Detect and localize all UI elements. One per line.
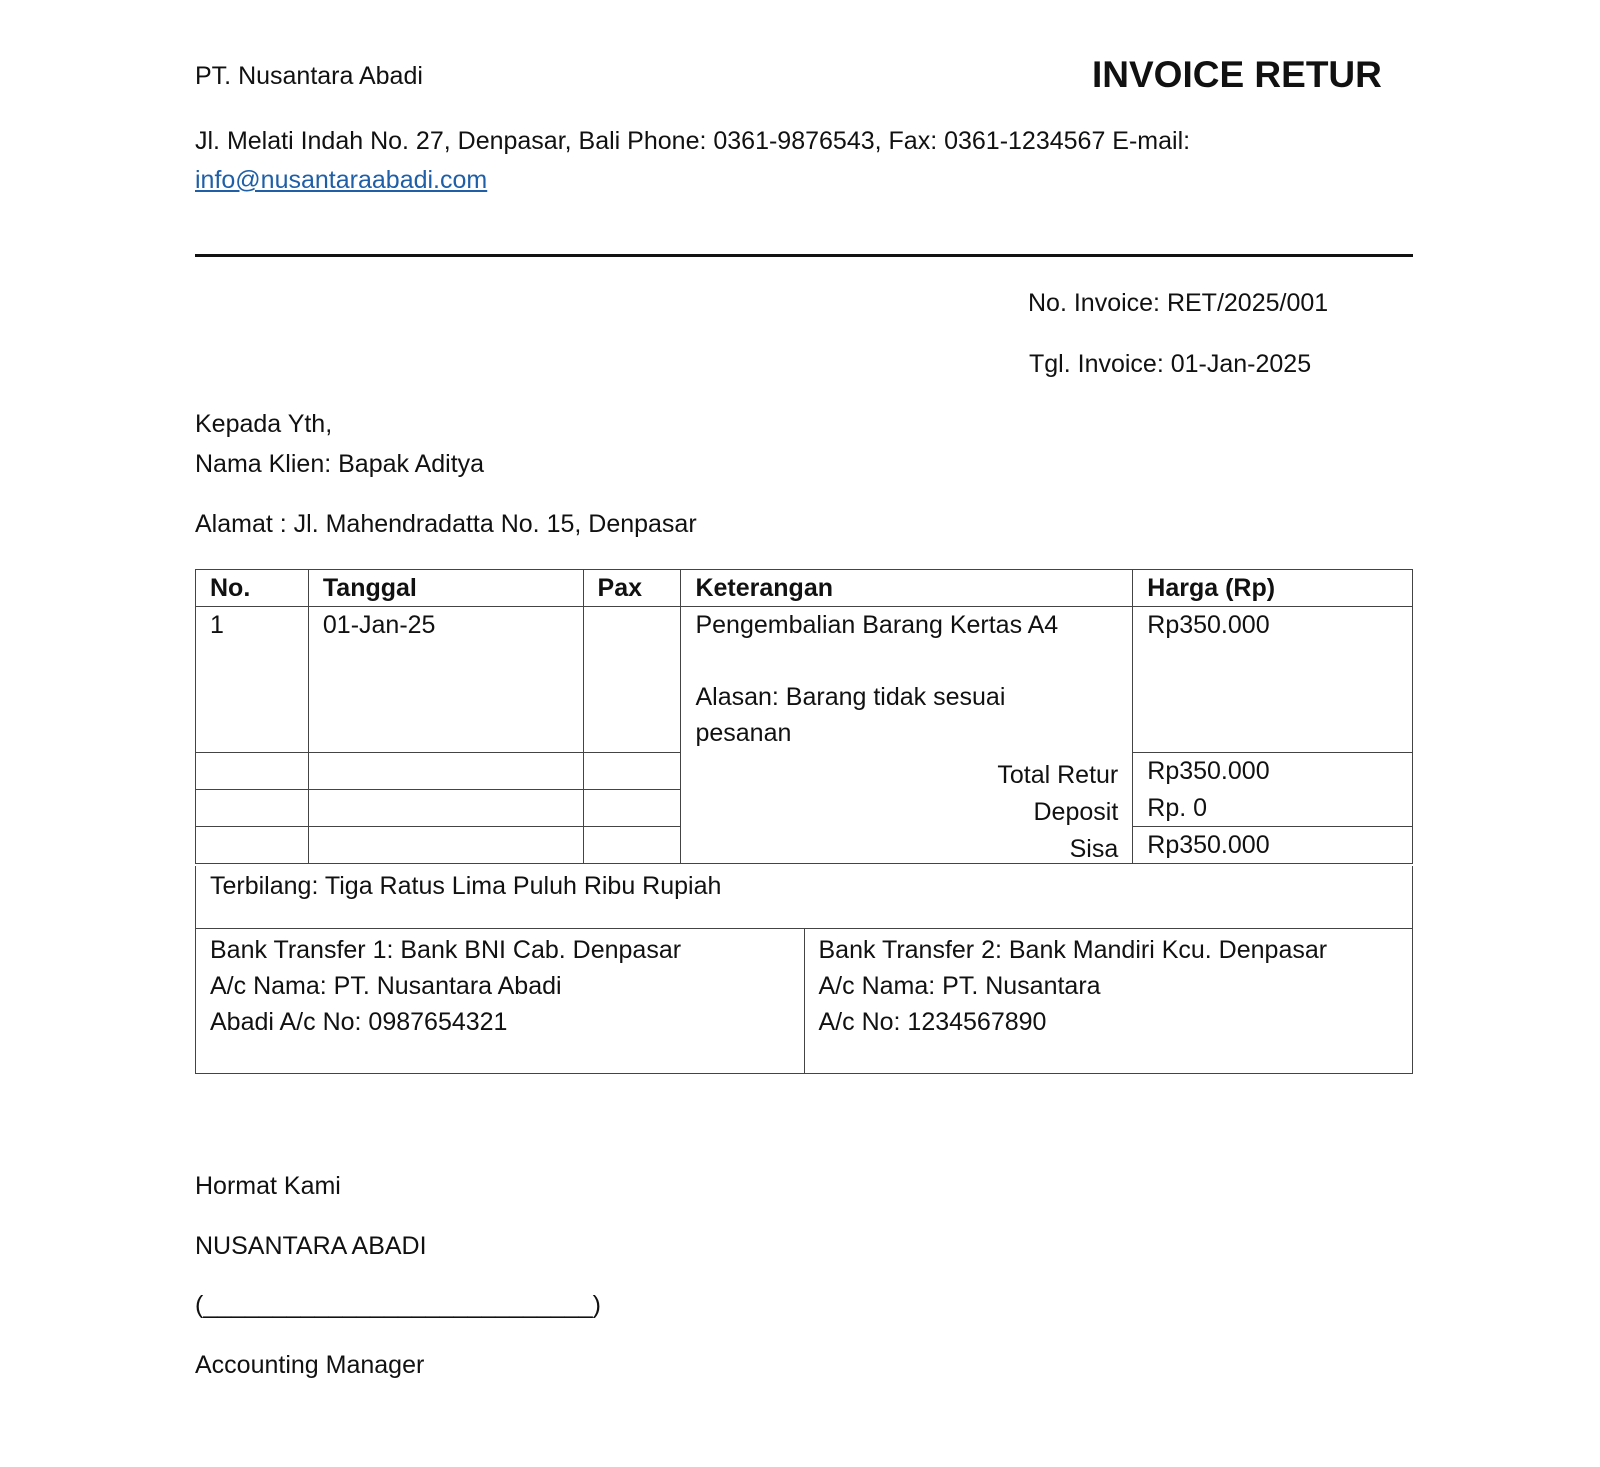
cell-harga: Rp350.000: [1133, 607, 1413, 753]
bank-2-account-number: A/c No: 1234567890: [818, 1008, 1047, 1036]
client-name: Nama Klien: Bapak Aditya: [195, 450, 485, 478]
client-address: Alamat : Jl. Mahendradatta No. 15, Denpasar: [195, 510, 697, 538]
deposit-value: Rp. 0: [1133, 790, 1413, 827]
header-keterangan: Keterangan: [681, 570, 1133, 607]
email-link[interactable]: info@nusantaraabadi.com: [195, 166, 488, 194]
cell-no: 1: [196, 607, 309, 753]
bank-1-name: Bank Transfer 1: Bank BNI Cab. Denpasar: [210, 936, 682, 964]
company-name: PT. Nusantara Abadi: [195, 62, 423, 90]
cell-tanggal: 01-Jan-25: [308, 607, 583, 753]
bank-1-account-name: A/c Nama: PT. Nusantara Abadi: [210, 972, 562, 1000]
company-address: Jl. Melati Indah No. 27, Denpasar, Bali Phone: 0361-9876543, Fax: 0361-1234567 E-mail:: [195, 127, 1191, 155]
terbilang: Terbilang: Tiga Ratus Lima Puluh Ribu Rupiah: [195, 866, 1413, 929]
return-reason: Alasan: Barang tidak sesuai pesanan: [695, 683, 1006, 747]
header-tanggal: Tanggal: [308, 570, 583, 607]
signature-company: NUSANTARA ABADI: [195, 1232, 427, 1260]
sisa-value: Rp350.000: [1133, 827, 1413, 864]
invoice-date: Tgl. Invoice: 01-Jan-2025: [1029, 350, 1312, 378]
signature-line: (____________________________): [195, 1291, 601, 1319]
cell-pax: [583, 607, 681, 753]
bank-transfer-2: [804, 928, 1413, 1073]
document-title: INVOICE RETUR: [1092, 54, 1382, 95]
bank-2-account-name: A/c Nama: PT. Nusantara: [818, 972, 1101, 1000]
header-pax: Pax: [583, 570, 681, 607]
summary-label-sisa: Sisa: [1069, 835, 1119, 863]
signature-role: Accounting Manager: [195, 1351, 425, 1379]
greeting: Kepada Yth,: [195, 410, 333, 438]
header-harga: Harga (Rp): [1133, 570, 1413, 607]
header-divider: [195, 254, 1413, 257]
invoice-table: [195, 569, 1413, 864]
table-row: [196, 607, 1413, 753]
summary-label-total: Total Retur: [997, 761, 1119, 789]
cell-keterangan: [681, 607, 1133, 864]
item-description: Pengembalian Barang Kertas A4: [695, 611, 1059, 639]
bank-transfer-section: [195, 928, 1413, 1074]
header-no: No.: [196, 570, 309, 607]
bank-1-account-number: Abadi A/c No: 0987654321: [210, 1008, 508, 1036]
bank-transfer-1: [196, 928, 804, 1073]
total-retur-value: Rp350.000: [1133, 753, 1413, 790]
invoice-number: No. Invoice: RET/2025/001: [1028, 289, 1329, 317]
table-header-row: [196, 570, 1413, 607]
closing: Hormat Kami: [195, 1172, 341, 1200]
summary-label-deposit: Deposit: [1033, 798, 1119, 826]
bank-2-name: Bank Transfer 2: Bank Mandiri Kcu. Denpasar: [818, 936, 1328, 964]
